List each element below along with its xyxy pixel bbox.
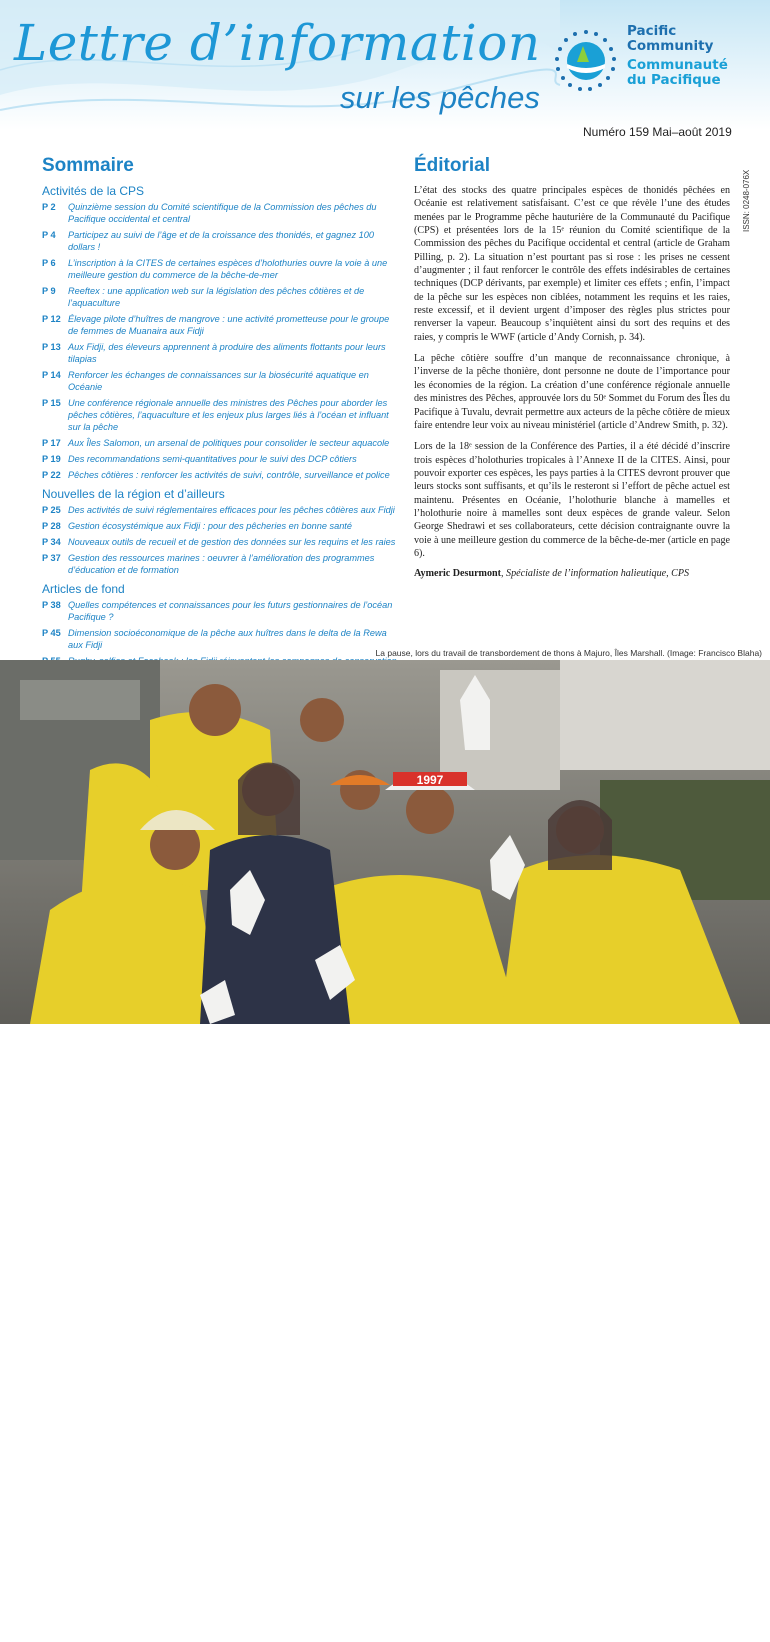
toc-entry[interactable] <box>42 469 402 481</box>
toc-entry[interactable] <box>42 341 402 365</box>
toc-entry[interactable] <box>42 552 402 576</box>
newsletter-subtitle: sur les pêches <box>340 80 540 115</box>
issn-label: ISSN: 0248-076X <box>742 169 751 232</box>
toc-entry[interactable] <box>42 599 402 623</box>
division-line: pêche, <box>18 1606 41 1615</box>
toc-page-number: P 14 <box>42 370 61 380</box>
editorial-heading: Éditorial <box>414 155 491 176</box>
toc-entry[interactable] <box>42 257 402 281</box>
toc-entry-title: Gestion des ressources marines : oeuvrer à l’amélioration des programmes d’éducation et de formation <box>68 553 375 575</box>
toc-entry[interactable] <box>42 369 402 393</box>
toc-page-number: P 13 <box>42 342 61 352</box>
helmet-text: 1997 <box>416 773 444 787</box>
division-line: marins <box>18 1633 41 1642</box>
toc-entry[interactable] <box>42 453 402 465</box>
toc-entry[interactable] <box>42 437 402 449</box>
toc-page-number: P 12 <box>42 314 61 324</box>
editorial <box>414 155 730 579</box>
toc-page-number: P 2 <box>42 202 56 212</box>
division-badge <box>18 1565 78 1642</box>
toc-page-number: P 4 <box>42 230 56 240</box>
cover-photo <box>0 660 770 1642</box>
toc-page-number: P 19 <box>42 454 61 464</box>
toc-entry[interactable] <box>42 201 402 225</box>
toc-entry[interactable] <box>42 520 402 532</box>
toc-entry[interactable] <box>42 285 402 309</box>
toc-entry[interactable] <box>42 397 402 433</box>
fish-logo-icon <box>18 1565 48 1595</box>
toc-entry-title: Une conférence régionale annuelle des ministres des Pêches pour aborder les pêches côtières, l’aquaculture et les enjeux plus larges liés à l’océan et influant sur la pêche <box>68 398 389 432</box>
fishermen-group-photo <box>0 660 770 1024</box>
toc-entry-title: Renforcer les échanges de connaissances sur la biosécurité aquatique en Océanie <box>68 370 369 392</box>
editorial-paragraph: Lors de la 18ᵉ session de la Conférence des Parties, il a été décidé d’inscrire trois espèces d’holothuries tropicales à l’Annexe II de la CITES. Ainsi, pour pouvoir exporter ces espèces, les pays parties à la CITES devront prouver que leurs stocks sont suffisants, et qu’ils le resteront si l’effort de pêche actuel est maintenu. Présentes en Océanie, l’holothurie blanche à mamelles et l’holothurie noire à mamelles sont deux espèces de grande valeur. Selon George Shedrawi et ses collaborateurs, cette décision contraignante ouvre la voie à une meilleure gestion du commerce de la bêche-de-mer (article en page 6). <box>414 441 730 559</box>
division-line: et écosystèmes <box>18 1624 71 1633</box>
toc-entry-title: Participez au suivi de l’âge et de la croissance des thonidés, et gagnez 100 dollars ! <box>68 230 374 252</box>
toc-group-title: Articles de fond <box>42 582 125 596</box>
toc-entry-title: Quinzième session du Comité scientifique de la Commission des pêches du Pacifique occidental et central <box>68 202 377 224</box>
division-line: aquaculture <box>18 1615 58 1624</box>
toc-entry-title: Des activités de suivi réglementaires efficaces pour les pêches côtières aux Fidji <box>68 505 395 515</box>
toc-entry[interactable] <box>42 229 402 253</box>
toc-entry-title: Reeftex : une application web sur la législation des pêches côtières et de l’aquaculture <box>68 286 365 308</box>
toc-page-number: P 6 <box>42 258 56 268</box>
spc-logo-text: Pacific Community Communauté du Pacifique <box>627 23 728 88</box>
newsletter-title: Lettre d’information <box>14 14 541 72</box>
toc-page-number: P 34 <box>42 537 61 547</box>
toc-entry[interactable] <box>42 313 402 337</box>
toc-page-number: P 9 <box>42 286 56 296</box>
editorial-paragraph: La pêche côtière souffre d’un manque de reconnaissance chronique, à l’inverse de la pêche thonière, dont personne ne doute de l’importance pour les économies de la région. La création d’une conférence régionale annuelle des ministres des Pêches, approuvée lors du 50ᵉ Sommet du Forum des Îles du Pacifique à Tuvalu, devrait permettre aux acteurs de la pêche côtière de mieux faire entendre leur voix au niveau ministériel (article d’Andrew Smith, p. 32). <box>414 353 731 431</box>
division-label: DIVISION <box>18 1597 58 1606</box>
toc-entry[interactable] <box>42 627 402 651</box>
toc-entry[interactable] <box>42 504 402 516</box>
toc-entry[interactable] <box>42 536 402 548</box>
toc-group-title: Nouvelles de la région et d’ailleurs <box>42 487 225 501</box>
toc-page-number: P 37 <box>42 553 61 563</box>
toc-page-number: P 17 <box>42 438 61 448</box>
author-role: Spécialiste de l’information halieutique, CPS <box>506 568 690 580</box>
toc-entry-title: Dimension socioéconomique de la pêche aux huîtres dans le delta de la Rewa aux Fidji <box>68 628 387 650</box>
toc-entry-title: Nouveaux outils de recueil et de gestion des données sur les requins et les raies <box>68 537 396 547</box>
toc-entry-title: Quelles compétences et connaissances pour les futurs gestionnaires de l’océan Pacifique ? <box>68 600 393 622</box>
toc-page-number: P 15 <box>42 398 61 408</box>
toc-entry-title: Gestion écosystémique aux Fidji : pour des pêcheries en bonne santé <box>68 521 352 531</box>
toc-group-title: Activités de la CPS <box>42 184 145 198</box>
toc-page-number: P 25 <box>42 505 61 515</box>
toc-page-number: P 45 <box>42 628 61 638</box>
toc-page-number: P 28 <box>42 521 61 531</box>
editorial-signature: Aymeric Desurmont, Spécialiste de l’information halieutique, CPS <box>414 568 690 580</box>
spc-logo-icon <box>553 28 619 94</box>
toc-entry-title: Élevage pilote d’huîtres de mangrove : une activité prometteuse pour le groupe de femmes de Muanaira aux Fidji <box>68 314 390 336</box>
editorial-paragraph: L’état des stocks des quatre principales espèces de thonidés pêchées en Océanie est relativement satisfaisant. C’est ce que révèle l’une des études menées par le Programme pêche hauturière de la Communauté du Pacifique (CPS) et présentées lors de la 15ᵉ réunion du Comité scientifique de la Commission des pêches du Pacifique occidental et central (article de Graham Pilling, p. 2). La situation n’est pourtant pas si rose : les prises ne cessent d’augmenter ; il faut renforcer le contrôle des effets indésirables de certaines techniques (DCP dérivants, par exemple) et limiter ces effets ; enfin, l’impact de la pêche sur les espèces non ciblées, notamment les requins et les raies, reste excessif, et il devient urgent d’imposer des règles plus strictes pour renverser la vapeur. Beaucoup s’inquiètent ainsi du sort des requins et des raies, y compris le WWF (article d’Andy Cornish, p. 34). <box>414 185 730 343</box>
toc-heading: Sommaire <box>42 155 134 176</box>
toc-page-number: P 22 <box>42 470 61 480</box>
toc-groups <box>42 184 402 679</box>
toc-entry-title: Aux Fidji, des éleveurs apprennent à produire des aliments flottants pour leurs tilapias <box>68 342 386 364</box>
toc-page-number: P 38 <box>42 600 61 610</box>
toc-entry-title: Des recommandations semi-quantitatives pour le suivi des DCP côtiers <box>68 454 357 464</box>
author-name: Aymeric Desurmont <box>414 568 501 580</box>
photo-caption: La pause, lors du travail de transbordement de thons à Majuro, Îles Marshall. (Image: Francisco Blaha) <box>375 648 762 658</box>
masthead <box>0 0 770 130</box>
issue-number: Numéro 159 Mai–août 2019 <box>583 125 732 139</box>
toc-entry-title: Aux Îles Salomon, un arsenal de politiques pour consolider le secteur aquacole <box>68 438 390 448</box>
table-of-contents <box>42 155 402 683</box>
toc-entry-title: L’inscription à la CITES de certaines espèces d’holothuries ouvre la voie à une meilleure gestion du commerce de la bêche-de-mer <box>68 258 388 280</box>
toc-entry-title: Pêches côtières : renforcer les activités de suivi, contrôle, surveillance et police <box>68 470 390 480</box>
